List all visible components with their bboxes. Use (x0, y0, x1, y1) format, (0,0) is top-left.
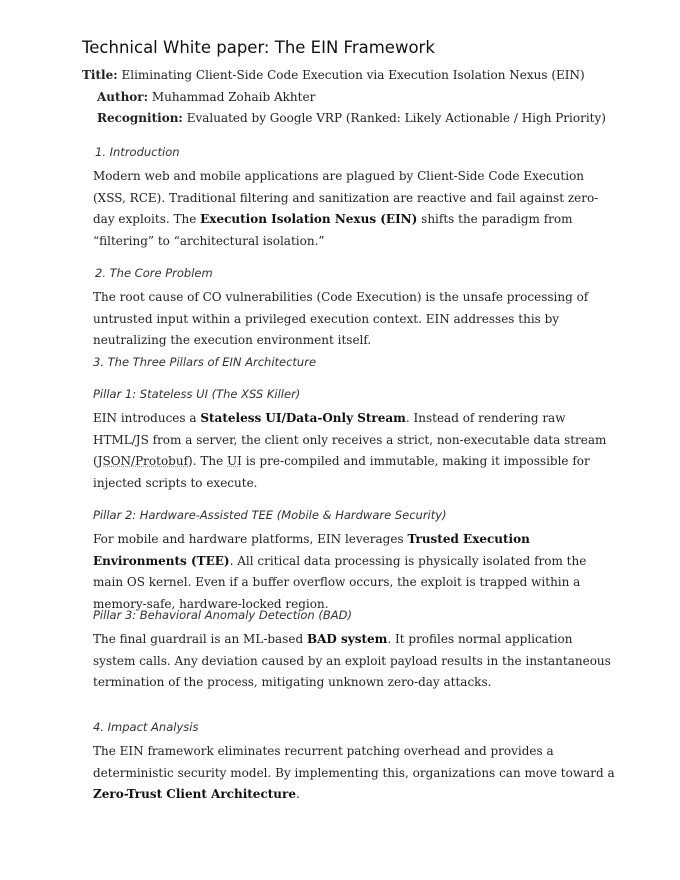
meta-title-label: Title: (82, 68, 118, 82)
paragraph-core-problem: The root cause of CO vulnerabilities (Code Execution) is the unsafe processing of untrusted input within a privileged execution context. EIN addresses this by neutralizing the execution environment itself. (93, 290, 589, 347)
pillar3-bold: BAD system (306, 632, 388, 646)
section-heading-core-problem: 2. The Core Problem (95, 266, 213, 280)
impact-bold: Zero-Trust Client Architecture (93, 787, 296, 801)
meta-recognition-label: Recognition: (97, 111, 183, 125)
pillar-3-heading: Pillar 3: Behavioral Anomaly Detection (BAD) (93, 608, 352, 622)
pillar2-text-1: For mobile and hardware platforms, EIN leverages (93, 532, 408, 546)
impact-text-2: . (295, 787, 300, 801)
pillar1-text-5: is pre-compiled and immutable, making it impossible for injected scripts to execute. (93, 454, 590, 490)
document-title: Technical White paper: The EIN Framework (82, 38, 435, 57)
pillar1-bold: Stateless UI/Data-Only Stream (200, 411, 406, 425)
pillar2-bold: Trusted Execution Environments (TEE) (93, 532, 530, 568)
meta-recognition-line (97, 110, 606, 126)
pillar2-text-2: . All critical data processing is physically isolated from the main OS kernel. Even if a buffer overflow occurs, the exploit is trapped within a memory-safe, hardware-locked region. (93, 553, 587, 611)
paragraph-pillar-2 (93, 529, 617, 615)
pillar1-text-1: EIN introduces a (93, 411, 201, 425)
pillar1-ui: UI (227, 454, 242, 468)
pillar1-json-protobuf: JSON/Protobuf (97, 454, 189, 468)
section-heading-impact: 4. Impact Analysis (93, 720, 199, 734)
meta-title-line (82, 67, 585, 83)
meta-author-value: Muhammad Zohaib Akhter (151, 90, 316, 104)
meta-recognition-value: Evaluated by Google VRP (Ranked: Likely Actionable / High Priority) (186, 111, 606, 125)
pillar1-text-4: ). The (188, 454, 228, 468)
pillar1-html-js: HTML/JS (93, 432, 149, 447)
pillar-2-heading: Pillar 2: Hardware-Assisted TEE (Mobile & Hardware Security) (93, 508, 447, 522)
intro-text-1: Modern web and mobile applications are plagued by Client-Side Code Execution (XSS, RCE). Traditional filtering and sanitization are reactive and fail against zero-day exploits. The (93, 169, 599, 226)
pillar1-text-2: . Instead of rendering raw (405, 411, 566, 425)
pillar3-text-2: . It profiles normal application system calls. Any deviation caused by an exploit payload results in the instantaneous termination of the process, mitigating unknown zero-day attacks. (93, 632, 611, 689)
pillar3-text-1: The final guardrail is an ML-based (93, 632, 307, 646)
meta-title-value: Eliminating Client-Side Code Execution via Execution Isolation Nexus (EIN) (121, 68, 585, 82)
paragraph-introduction (93, 166, 617, 252)
paragraph-impact (93, 741, 617, 806)
intro-bold-ein: Execution Isolation Nexus (EIN) (200, 212, 418, 226)
meta-author-label: Author: (97, 90, 149, 104)
section-heading-pillars: 3. The Three Pillars of EIN Architecture (93, 355, 317, 369)
intro-text-2: shifts the paradigm from “filtering” to “architectural isolation.” (93, 212, 573, 248)
section-heading-introduction: 1. Introduction (95, 145, 180, 159)
paragraph-pillar-3 (93, 629, 617, 694)
meta-author-line (97, 89, 315, 105)
paragraph-pillar-1 (93, 408, 617, 494)
pillar1-text-3: from a server, the client only receives a strict, non-executable data stream ( (93, 432, 607, 468)
pillar-1-heading: Pillar 1: Stateless UI (The XSS Killer) (93, 387, 301, 401)
impact-text-1: The EIN framework eliminates recurrent patching overhead and provides a deterministic security model. By implementing this, organizations can move toward a (93, 744, 615, 780)
